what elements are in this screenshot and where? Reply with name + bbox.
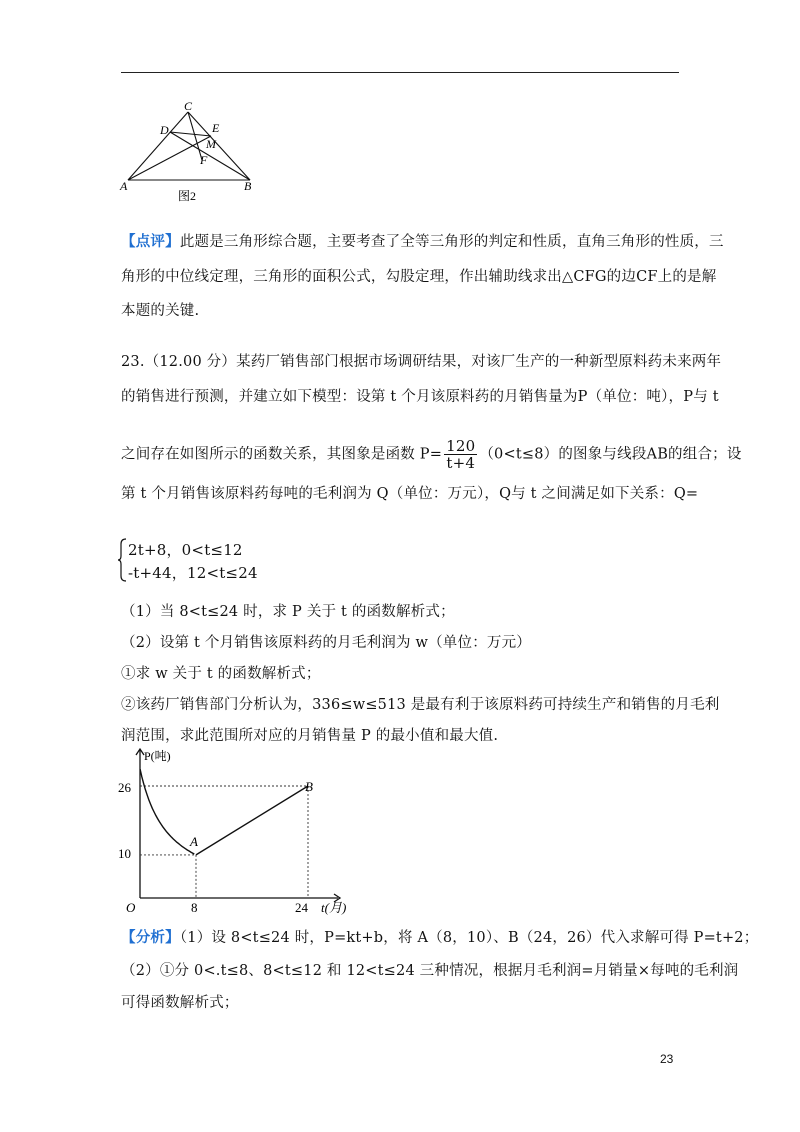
label-f: F	[200, 153, 208, 167]
label-c: C	[184, 99, 193, 113]
label-a: A	[120, 179, 128, 193]
y-tick-26: 26	[118, 780, 131, 795]
problem-line-4: 第 t 个月销售该原料药每吨的毛利润为 Q（单位：万元），Q与 t 之间满足如下关系：Q=	[121, 486, 699, 502]
page-number: 23	[660, 1052, 674, 1066]
segment-ab-series	[196, 786, 308, 855]
origin-label: O	[126, 900, 136, 915]
label-d: D	[160, 123, 169, 137]
problem-line-2: 的销售进行预测，并建立如下模型：设第 t 个月该原料药的月销售量为P（单位：吨），P与 t	[121, 389, 719, 405]
y-tick-10: 10	[118, 846, 131, 861]
y-axis-label: P(吨)	[144, 749, 171, 763]
question-1: （1）当 8<t≤24 时，求 P 关于 t 的函数解析式；	[121, 604, 455, 620]
x-axis-label: t(月)	[321, 900, 347, 915]
problem-line-3-pre: 之间存在如图所示的函数关系，其图象是函数 P=	[121, 446, 443, 463]
figure-caption: 图2	[178, 189, 197, 203]
comment-text-1: 此题是三角形综合题，主要考查了全等三角形的判定和性质，直角三角形的性质，三	[179, 234, 724, 250]
piecewise-case-2: -t+44，12<t≤24	[128, 564, 258, 582]
point-b-label: B	[305, 779, 313, 794]
comment-line-3: 本题的关键.	[121, 303, 200, 319]
analysis-line-1	[121, 928, 758, 948]
analysis-line-2: （2）①分 0<.t≤8、8<t≤12 和 12<t≤24 三种情况，根据月毛利润=月销量×每吨的毛利润	[121, 963, 739, 979]
x-tick-8: 8	[191, 900, 198, 915]
problem-line-3	[121, 438, 742, 471]
question-2b-line-1: ②该药厂销售部门分析认为，336≤w≤513 是最有利于该原料药可持续生产和销售的月毛利	[121, 697, 720, 713]
function-graph	[112, 746, 362, 916]
curve-series	[140, 769, 194, 854]
problem-line-1: 23.（12.00 分）某药厂销售部门根据市场调研结果，对该厂生产的一种新型原料药未来两年	[121, 354, 722, 370]
question-2: （2）设第 t 个月销售该原料药的月毛利润为 w（单位：万元）	[121, 635, 531, 651]
triangle-figure	[118, 98, 268, 204]
label-m: M	[206, 137, 216, 151]
x-tick-24: 24	[295, 900, 308, 915]
piecewise-brace	[117, 538, 127, 582]
question-2b-line-2: 润范围，求此范围所对应的月销售量 P 的最小值和最大值.	[121, 728, 499, 744]
point-a-label: A	[190, 834, 198, 849]
fraction-denominator: t+4	[446, 454, 476, 472]
comment-tag: 【点评】	[121, 233, 180, 250]
analysis-line-3: 可得函数解析式；	[121, 995, 239, 1011]
fraction-numerator: 120	[446, 437, 476, 455]
fraction-120-over-t4	[444, 438, 477, 471]
question-2a: ①求 w 关于 t 的函数解析式；	[121, 666, 321, 682]
problem-line-3-post: （0<t≤8）的图象与线段AB的组合；设	[479, 446, 742, 463]
header-rule	[121, 72, 679, 73]
label-e: E	[212, 121, 220, 135]
comment-line-1	[121, 232, 724, 252]
analysis-tag: 【分析】	[121, 929, 180, 946]
comment-line-2: 角形的中位线定理，三角形的面积公式，勾股定理，作出辅助线求出△CFG的边CF上的是解	[121, 269, 717, 285]
analysis-text-1: （1）设 8<t≤24 时，P=kt+b，将 A（8，10）、B（24，26）代入求解可得 P=t+2；	[179, 930, 759, 946]
label-b: B	[244, 179, 252, 193]
piecewise-case-1: 2t+8，0<t≤12	[128, 541, 243, 559]
